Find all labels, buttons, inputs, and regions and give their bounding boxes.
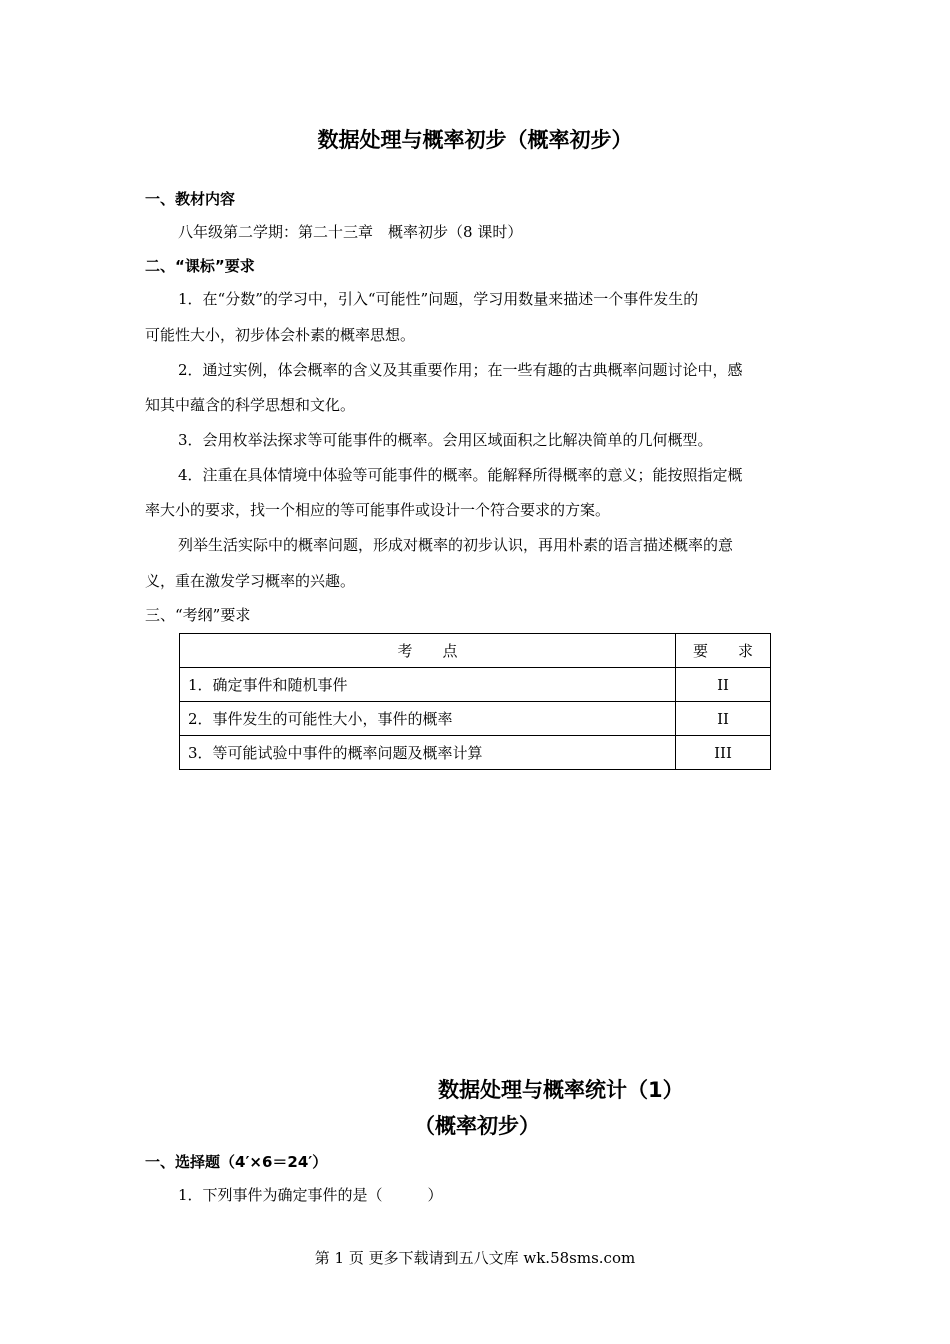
table-cell: 2．事件发生的可能性大小，事件的概率 (180, 702, 676, 736)
item-4-line-2: 率大小的要求，找一个相应的等可能事件或设计一个符合要求的方案。 (145, 501, 611, 519)
section-2-heading: 二、“课标”要求 (145, 257, 255, 275)
requirements-table (179, 633, 771, 770)
table-header-cell: 考 点 (180, 634, 676, 668)
table-row (180, 668, 771, 702)
table-cell: III (676, 736, 771, 770)
item-2-line-2: 知其中蕴含的科学思想和文化。 (145, 396, 356, 414)
item-1-line-2: 可能性大小，初步体会朴素的概率思想。 (145, 326, 416, 344)
second-title: 数据处理与概率统计（1） (438, 1078, 684, 1102)
table-cell: 3．等可能试验中事件的概率问题及概率计算 (180, 736, 676, 770)
table-cell: 1．确定事件和随机事件 (180, 668, 676, 702)
question-section-heading: 一、选择题（4′×6＝24′） (145, 1153, 328, 1171)
second-subtitle: （概率初步） (414, 1114, 540, 1138)
table-header-row (180, 634, 771, 668)
section-1-text: 八年级第二学期：第二十三章 概率初步（8 课时） (178, 223, 523, 241)
page-title: 数据处理与概率初步（概率初步） (317, 128, 633, 152)
item-5-line-2: 义，重在激发学习概率的兴趣。 (145, 572, 356, 590)
table-cell: II (676, 668, 771, 702)
section-1-heading: 一、教材内容 (145, 190, 236, 208)
section-3-heading: 三、“考纲”要求 (145, 606, 251, 624)
table-row (180, 736, 771, 770)
page-footer: 第 1 页 更多下载请到五八文库 wk.58sms.com (314, 1249, 636, 1267)
item-5-line-1: 列举生活实际中的概率问题，形成对概率的初步认识，再用朴素的语言描述概率的意 (178, 536, 734, 554)
item-4-line-1: 4．注重在具体情境中体验等可能事件的概率。能解释所得概率的意义；能按照指定概 (178, 466, 743, 484)
item-2-line-1: 2．通过实例，体会概率的含义及其重要作用；在一些有趣的古典概率问题讨论中，感 (178, 361, 743, 379)
item-3-line-1: 3．会用枚举法探求等可能事件的概率。会用区域面积之比解决简单的几何概型。 (178, 431, 713, 449)
table-cell: II (676, 702, 771, 736)
table-header-cell: 要 求 (676, 634, 771, 668)
question-1: 1．下列事件为确定事件的是（ ） (178, 1186, 443, 1204)
item-1-line-1: 1．在“分数”的学习中，引入“可能性”问题，学习用数量来描述一个事件发生的 (178, 290, 699, 308)
table-row (180, 702, 771, 736)
